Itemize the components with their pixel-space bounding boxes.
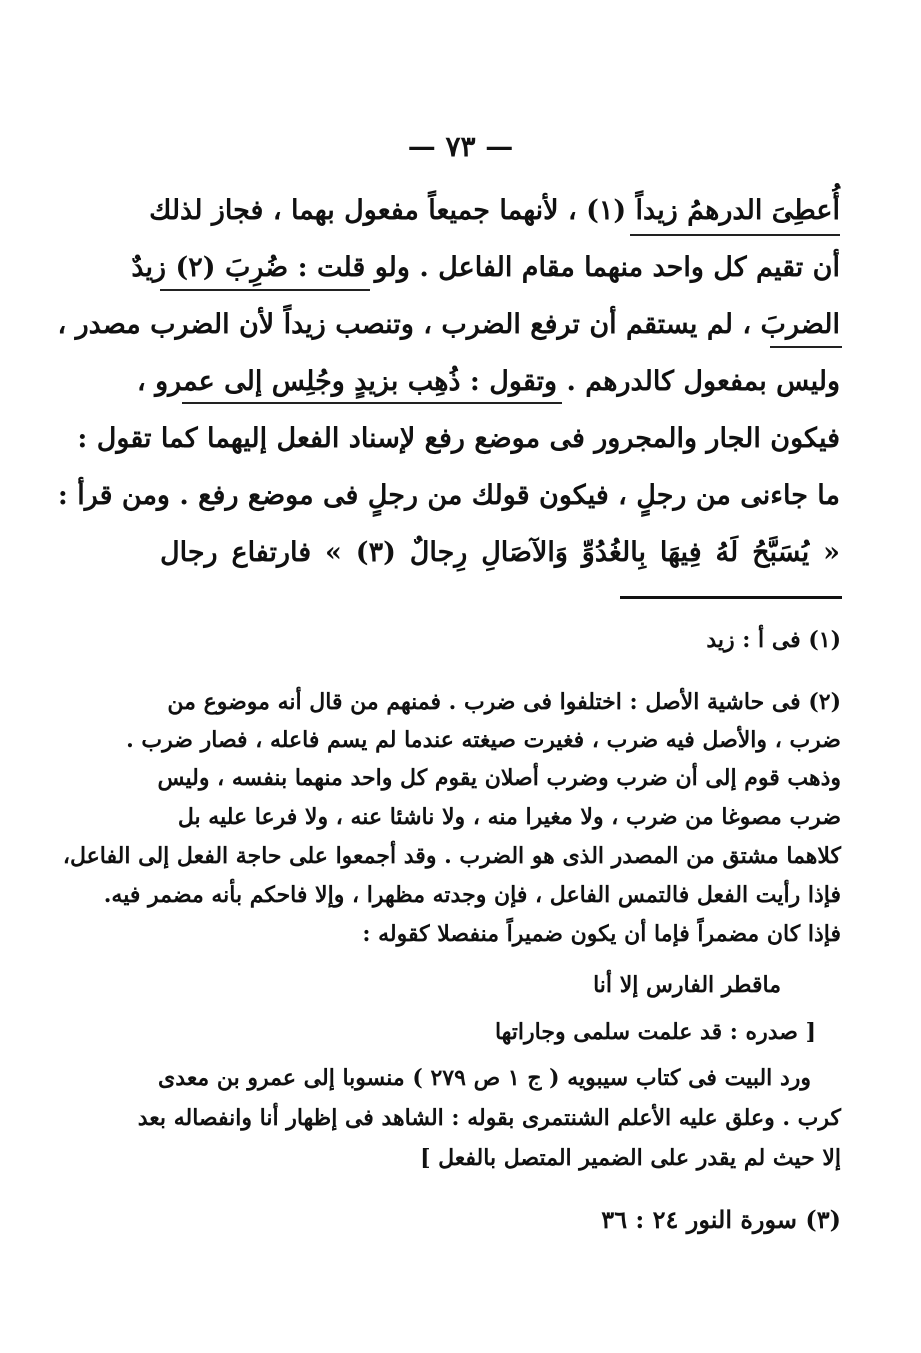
footnote-2-line: فإذا كان مضمراً فإما أن يكون ضميراً منفصلا كقوله : bbox=[362, 921, 841, 947]
page-number: — ٧٣ — bbox=[407, 130, 514, 163]
main-line: الضربَ ، لم يستقم أن ترفع الضرب ، وتنصب زيداً لأن الضرب مصدر ، bbox=[57, 309, 840, 340]
footnote-2-line: ضرب مصوغا من ضرب ، ولا مغيرا منه ، ولا ناشئا عنه ، ولا فرعا عليه بل bbox=[177, 804, 841, 830]
main-line: وليس بمفعول كالدرهم . وتقول : ذُهِب بزيدٍ وجُلِس إلى عمرو ، bbox=[136, 366, 840, 397]
footnote-3: (٣) سورة النور ٢٤ : ٣٦ bbox=[601, 1205, 841, 1234]
footnote-verse: ماقطر الفارس إلا أنا bbox=[593, 972, 781, 998]
main-line: ما جاءنى من رجلٍ ، فيكون قولك من رجلٍ فى موضع رفع . ومن قرأ : bbox=[57, 480, 840, 511]
main-line: أن تقيم كل واحد منهما مقام الفاعل . ولو قلت : ضُرِبَ (٢) زيدٌ bbox=[131, 252, 840, 283]
main-line: فيكون الجار والمجرور فى موضع رفع لإسناد الفعل إليهما كما تقول : bbox=[77, 423, 840, 454]
footnote-2-line: ضرب ، والأصل فيه ضرب ، فغيرت صيغته عندما لم يسم فاعله ، فصار ضرب . bbox=[126, 727, 841, 753]
main-line: أُعطِىَ الدرهمُ زيداً (١) ، لأنهما جميعاً مفعول بهما ، فجاز لذلك bbox=[149, 195, 840, 226]
footnote-2-line: فإذا رأيت الفعل فالتمس الفاعل ، فإن وجدته مظهرا ، وإلا فاحكم بأنه مضمر فيه. bbox=[103, 882, 841, 908]
footnote-2-line: ورد البيت فى كتاب سيبويه ( ج ١ ص ٢٧٩ ) منسوبا إلى عمرو بن معدى bbox=[158, 1065, 811, 1091]
footnote-sadr: [ صدره : قد علمت سلمى وجاراتها bbox=[494, 1019, 816, 1045]
main-line: « يُسَبَّحُ لَهُ فِيهَا بِالغُدُوِّ وَالآصَالِ رِجالٌ (٣) » فارتفاع رجال bbox=[160, 537, 840, 568]
footnote-2-line: كرب . وعلق عليه الأعلم الشنتمرى بقوله : الشاهد فى إظهار أنا وانفصاله بعد bbox=[137, 1105, 841, 1131]
footnote-2-line: (٢) فى حاشية الأصل : اختلفوا فى ضرب . فمنهم من قال أنه موضوع من bbox=[167, 689, 841, 715]
footnote-2-line: كلاهما مشتق من المصدر الذى هو الضرب . وقد أجمعوا على حاجة الفعل إلى الفاعل، bbox=[62, 843, 841, 869]
footnote-2-line: إلا حيث لم يقدر على الضمير المتصل بالفعل ] bbox=[420, 1145, 841, 1171]
footnote-1: (١) فى أ : زيد bbox=[706, 627, 841, 653]
footnote-2-line: وذهب قوم إلى أن ضرب وضرب أصلان يقوم كل واحد منهما بنفسه ، وليس bbox=[157, 765, 841, 791]
